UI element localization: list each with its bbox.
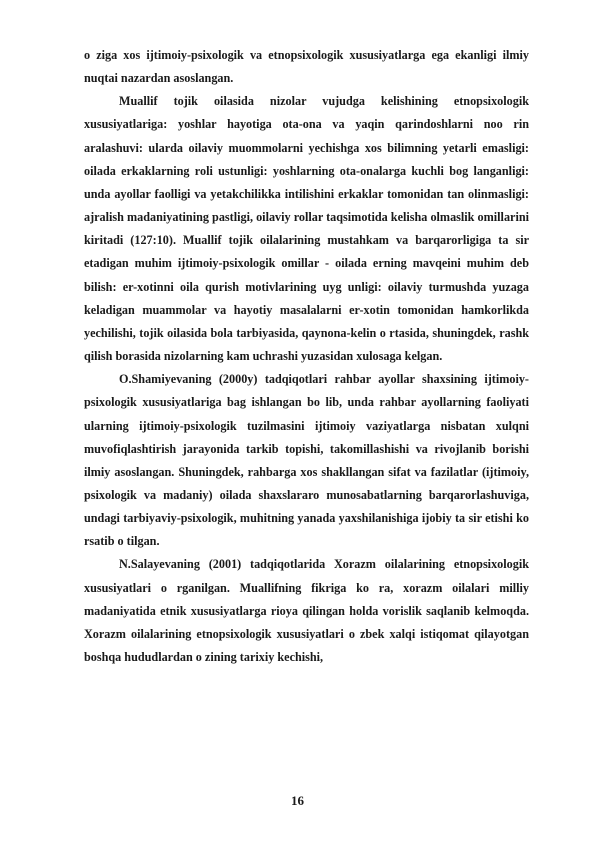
paragraph-tojik-family: Muallif tojik oilasida nizolar vujudga kelishining etnopsixologik xususiyatlariga: yoshlar hayotiga ota-ona va yaqin qarindoshlarni noo rin aralashuvi: ularda oilaviy muommolarni yechishga xos bilimning yetarli emasligi: oilada erkaklarning roli ustunligi: yoshlarning ota-onalarga kuchli bog langanligi: unda ayollar faolligi va yetakchilikka intilishini erkaklar tomonidan tan olinmasligi: ajralish madaniyatining pastligi, oilaviy rollar taqsimotida kelisha olmaslik omillarini kiritadi (127:10). Muallif tojik oilalarining mustahkam va barqarorligiga ta sir etadigan muhim ijtimoiy-psixologik omillar - oilada erning mavqeini muhim deb bilish: er-xotinni oila qurish motivlarining uyg unligi: oilaviy turmushda yuzaga keladigan muammolar va hayotiy masalalarni er-xotin tomonidan hamkorlikda yechilishi, tojik oilasida bola tarbiyasida, qaynona-kelin o rtasida, shuningdek, rashk qilish borasida nizolarning kam uchrashi yuzasidan xulosaga kelgan. xyxy=(84,94,529,364)
page-number: 16 xyxy=(291,793,304,808)
paragraph-shamiyeva: O.Shamiyevaning (2000y) tadqiqotlari rahbar ayollar shaxsining ijtimoiy-psixologik xususiyatlariga bag ishlangan bo lib, unda rahbar ayollarning faoliyati ularning ijtimoiy-psixologik tuzilmasini ijtimoiy vaziyatlarga nisbatan xulqni muvofiqlashtirish jarayonida tarkib topishi, takomillashishi va rivojlanib borishi ilmiy asoslangan. Shuningdek, rahbarga xos shakllangan sifat va fazilatlar (ijtimoiy, psixologik va madaniy) oilada shaxslararo munosabatlarning barqarorlashuviga, undagi tarbiyaviy-psixologik, muhitning yanada yaxshilanishiga ijobiy ta sir etishi ko rsatib o tilgan. xyxy=(84,372,529,549)
paragraph-salayeva: N.Salayevaning (2001) tadqiqotlarida Xorazm oilalarining etnopsixologik xususiyatlari o rganilgan. Muallifning fikriga ko ra, xorazm oilalari milliy madaniyatida etnik xususiyatlarga rioya qilingan holda vorislik saqlanib kelmoqda. Xorazm oilalarining etnopsixologik xususiyatlari o zbek xalqi istiqomat qilayotgan boshqa hududlardan o zining tarixiy kechishi, xyxy=(84,557,529,665)
paragraph-continuation: o ziga xos ijtimoiy-psixologik va etnopsixologik xususiyatlarga ega ekanligi ilmiy nuqtai nazardan asoslangan. xyxy=(84,48,529,86)
document-body xyxy=(84,44,529,669)
